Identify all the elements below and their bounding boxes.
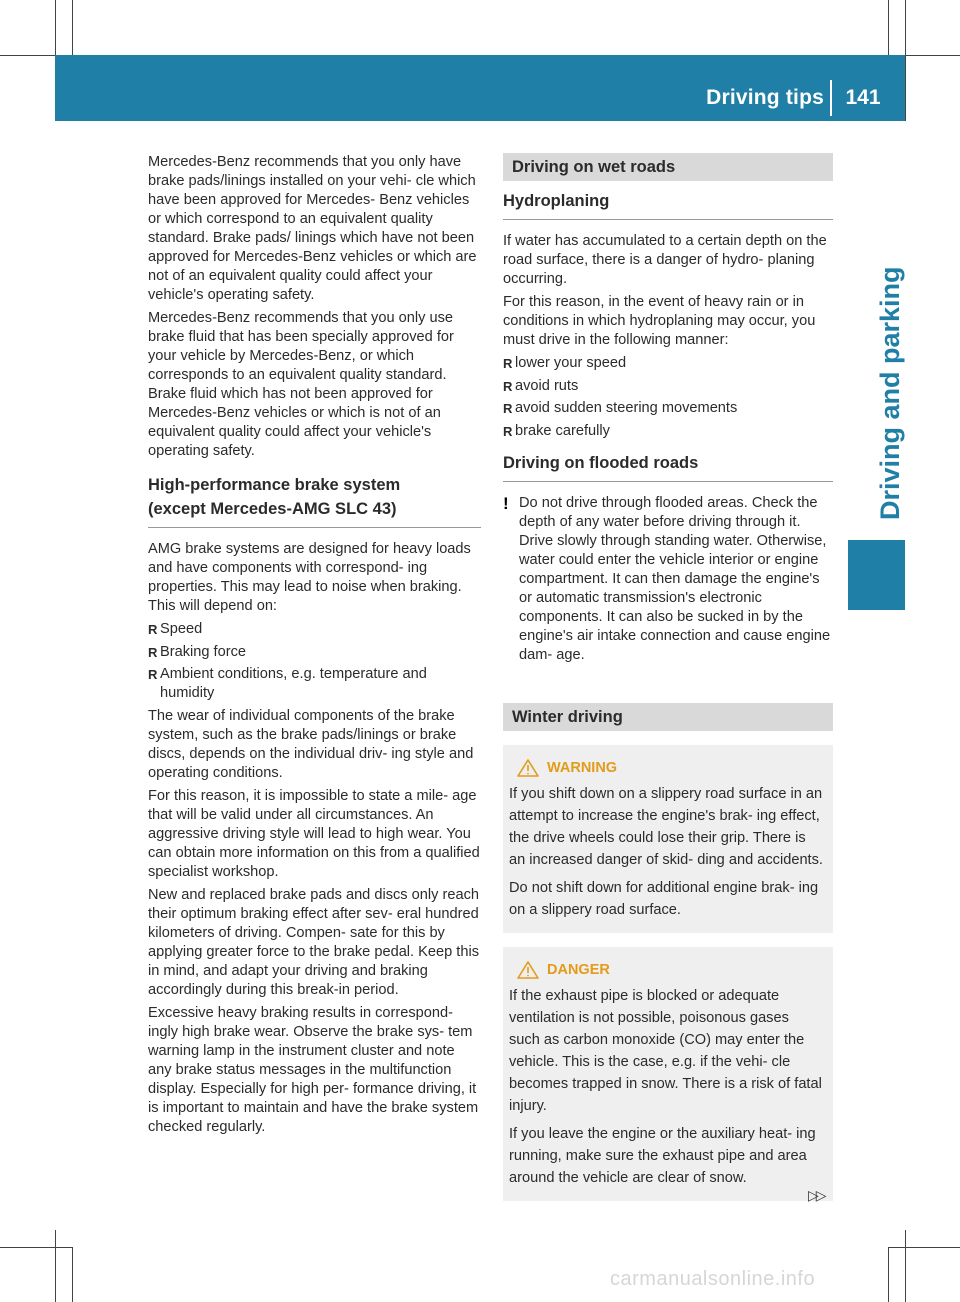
crop-mark <box>0 55 55 56</box>
page-number: 141 <box>845 86 881 109</box>
subheading-flooded-roads: Driving on flooded roads <box>503 451 833 482</box>
watermark: carmanualsonline.info <box>610 1268 816 1290</box>
warning-label: WARNING <box>547 759 618 776</box>
crop-mark <box>72 1247 73 1302</box>
bullet-icon: R <box>503 356 513 371</box>
paragraph: If water has accumulated to a certain depth on the road surface, there is a danger of hydro- planing occurring. <box>503 233 827 287</box>
warning-triangle-icon <box>517 961 539 979</box>
header-section-title: Driving tips <box>706 86 824 109</box>
note-text: Do not drive through flooded areas. Check the depth of any water before driving through it. Drive slowly through standing water. Otherwise, water could enter the vehicle interior or engine compartment. It can then damage the engine's or automatic transmission's electronic components. It can also be sucked in by the engine's air intake connection and cause engine dam- age. <box>519 494 831 663</box>
section-heading <box>148 473 481 528</box>
paragraph: If the exhaust pipe is blocked or adequate ventilation is not possible, poisonous gases such as carbon monoxide (CO) may enter the vehicle. This is the case, e.g. if the vehi- cle becomes trapped in snow. There is a risk of fatal injury. <box>509 987 822 1114</box>
right-column <box>503 153 833 1201</box>
bullet-icon: R <box>503 401 513 416</box>
paragraph: AMG brake systems are designed for heavy loads and have components with correspond- ing properties. This may lead to noise when braking. This will depend on: <box>148 541 471 614</box>
bullet-icon: R <box>148 667 158 682</box>
heading-line: (except Mercedes-AMG SLC 43) <box>148 500 397 518</box>
crop-mark <box>888 1247 960 1248</box>
bullet-icon: R <box>503 423 513 439</box>
crop-mark <box>0 1247 72 1248</box>
warning-box <box>503 745 833 933</box>
subheading-hydroplaning: Hydroplaning <box>503 189 833 220</box>
bullet-icon: R <box>503 378 513 394</box>
paragraph: For this reason, in the event of heavy rain or in conditions in which hydroplaning may occur, you must drive in the following manner: <box>503 294 816 348</box>
list-item: R lower your speed <box>503 355 627 371</box>
paragraph: New and replaced brake pads and discs only reach their optimum braking effect after sev- eral hundred kilometers of driving. Compen- sate for this by applying greater force to the brake pedal. Keep this in mind, and adapt your driving and braking accordingly during this break-in period. <box>148 886 480 998</box>
paragraph: Excessive heavy braking results in correspond- ingly high brake wear. Observe the brake sys- tem warning lamp in the instrument cluster and note any brake status messages in the multifunction display. Especially for high per- formance driving, it is important to maintain and have the brake system checked regularly. <box>148 1004 479 1135</box>
bullet-icon: R <box>148 644 158 660</box>
list-item: R Speed <box>148 621 203 637</box>
note-block <box>503 494 833 665</box>
continue-arrow-icon: ▷▷ <box>808 1187 824 1203</box>
list-item: R Braking force <box>148 643 246 660</box>
bullet-list <box>503 354 833 441</box>
bullet-icon: R <box>148 622 158 637</box>
crop-mark <box>905 0 906 121</box>
warning-header <box>509 757 823 779</box>
list-item: R brake carefully <box>503 422 610 439</box>
header-separator <box>830 80 832 116</box>
section-band-winter: Winter driving <box>503 703 833 731</box>
warning-triangle-icon <box>517 759 539 777</box>
crop-mark <box>888 1247 889 1302</box>
paragraph: The wear of individual components of the brake system, such as the brake pads/linings or brake discs, depends on the individual driv- ing style and operating conditions. <box>148 707 474 781</box>
exclamation-icon: ! <box>503 493 509 513</box>
crop-mark <box>905 1230 906 1302</box>
paragraph: Do not shift down for additional engine brak- ing on a slippery road surface. <box>509 879 819 918</box>
paragraph: If you shift down on a slippery road surface in an attempt to increase the engine's brak- ing effect, the drive wheels could lose their grip. There is an increased danger of skid- ding and accidents. <box>509 785 823 868</box>
danger-label: DANGER <box>547 961 610 978</box>
crop-mark <box>888 0 889 55</box>
section-band-wet-roads: Driving on wet roads <box>503 153 833 181</box>
danger-header <box>509 959 823 981</box>
crop-mark <box>905 55 960 56</box>
paragraph: If you leave the engine or the auxiliary heat- ing running, make sure the exhaust pipe and area around the vehicle are clear of snow. <box>509 1125 816 1186</box>
paragraph: Mercedes-Benz recommends that you only use brake fluid that has been specially approved for your vehicle by Mercedes-Benz, or which corresponds to an equivalent quality standard. Brake fluid which has not been approved for Mercedes-Benz vehicles or which is not of an equivalent quality could affect your vehicle's operating safety. <box>148 310 454 459</box>
paragraph: For this reason, it is impossible to state a mile- age that will be valid under all circumstances. An aggressive driving style will lead to high wear. You can obtain more information on this from a qualified specialist workshop. <box>148 787 480 880</box>
chapter-tab-block <box>848 540 905 610</box>
bullet-list <box>148 620 481 703</box>
heading-line: High-performance brake system <box>148 476 401 494</box>
paragraph: Mercedes-Benz recommends that you only have brake pads/linings installed on your vehi- cle which have been approved for Mercedes- Benz vehicles or which correspond to an equivalent quality standard. Brake pads/ linings which have not been approved for Mercedes-Benz vehicles or which are not of an equivalent quality could affect your vehicle's operating safety. <box>148 154 477 303</box>
crop-mark <box>72 0 73 55</box>
list-item: R avoid sudden steering movements <box>503 400 738 416</box>
danger-box <box>503 947 833 1201</box>
list-item: R Ambient conditions, e.g. temperature and humidity <box>148 666 427 701</box>
left-column <box>148 153 481 1141</box>
crop-mark <box>55 1230 56 1302</box>
chapter-tab-label: Driving and parking <box>875 266 905 520</box>
list-item: R avoid ruts <box>503 377 579 394</box>
